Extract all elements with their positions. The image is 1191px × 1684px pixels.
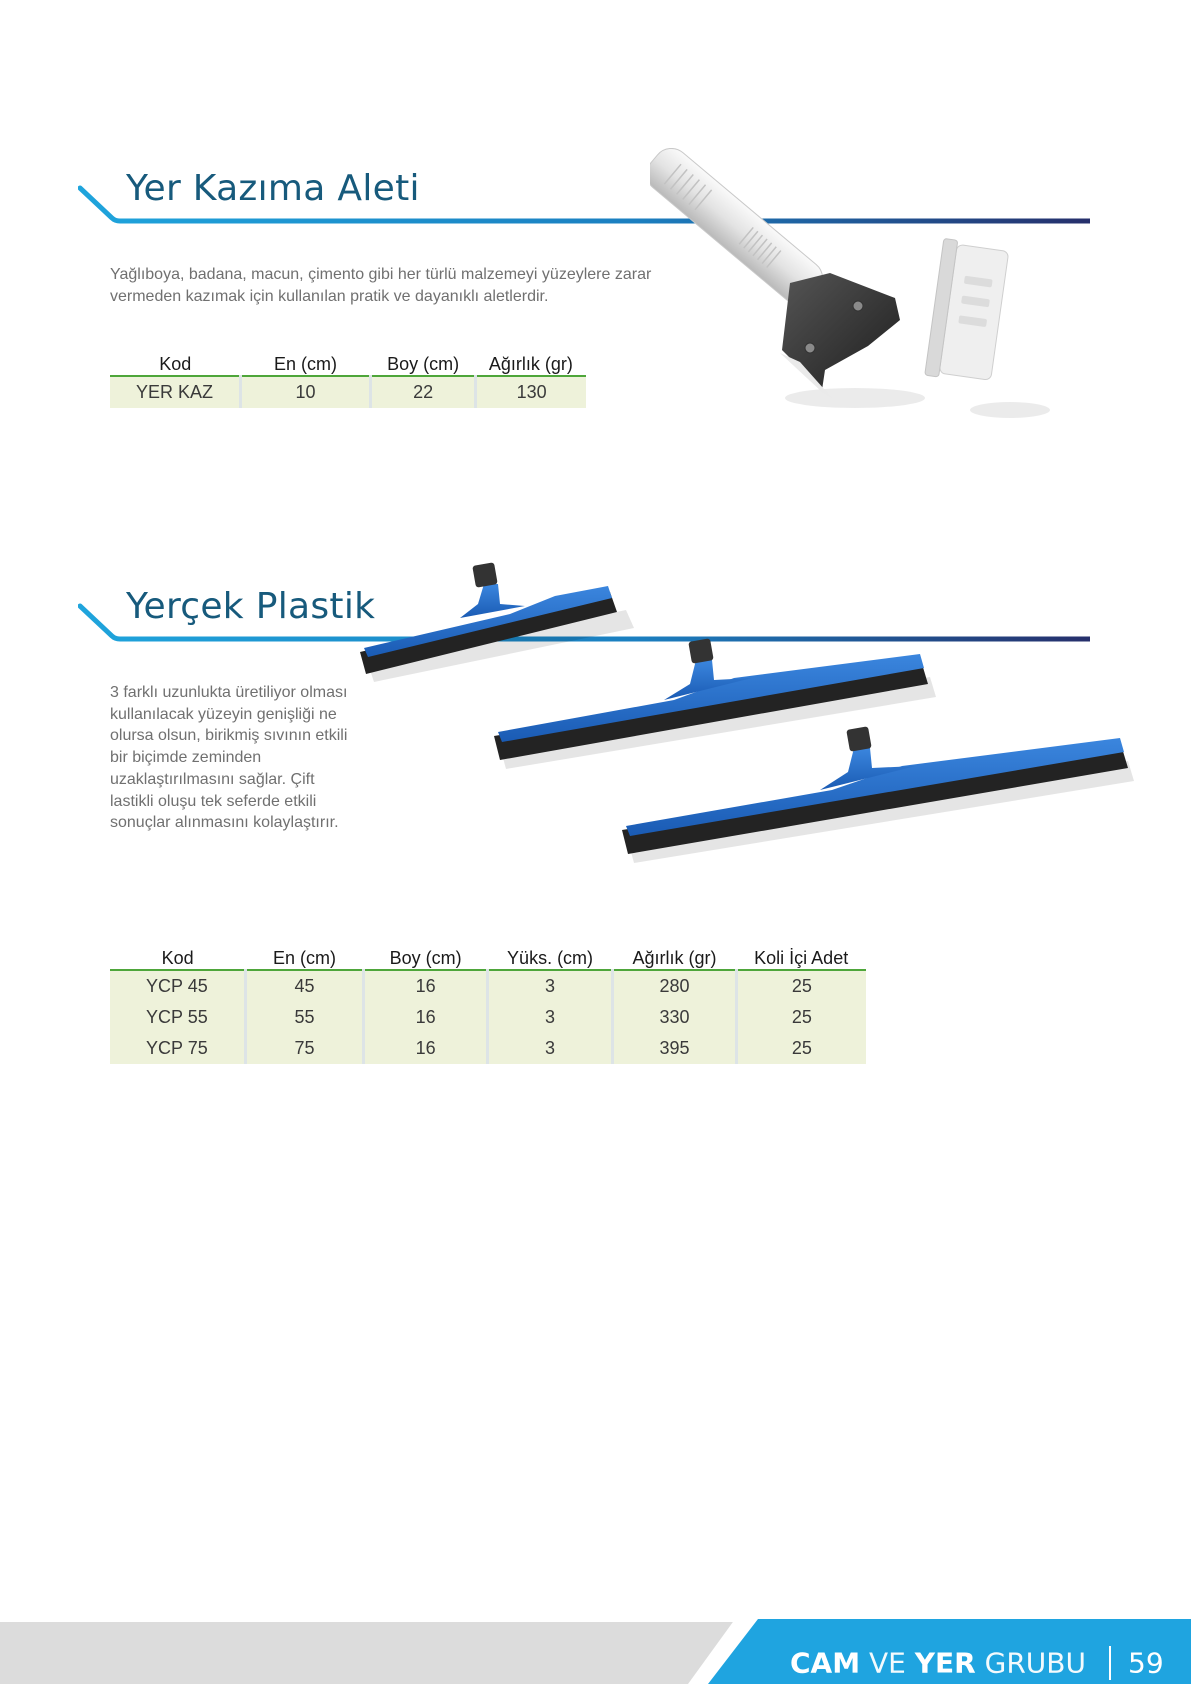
table-row — [110, 970, 866, 1002]
cell-en: 55 — [245, 1002, 363, 1033]
cell-en: 45 — [245, 970, 363, 1002]
section-title-yercek-plastik: Yerçek Plastik — [126, 586, 376, 627]
header-kod: Kod — [110, 939, 245, 970]
cell-agirlik: 280 — [613, 970, 737, 1002]
squeegee-small — [360, 562, 634, 682]
page-number: 59 — [1128, 1646, 1164, 1680]
header-en: En (cm) — [245, 939, 363, 970]
table-row — [110, 1002, 866, 1033]
header-boy: Boy (cm) — [364, 939, 488, 970]
cell-en: 75 — [245, 1033, 363, 1064]
header-boy: Boy (cm) — [370, 345, 475, 376]
cell-yukseklik: 3 — [488, 1002, 613, 1033]
table-header-row — [110, 939, 866, 970]
footer-section-label — [790, 1647, 1086, 1680]
table-row — [110, 1033, 866, 1064]
cell-agirlik: 330 — [613, 1002, 737, 1033]
squeegees-image — [360, 556, 1170, 896]
cell-kod: YCP 45 — [110, 970, 245, 1002]
cell-koli-ici-adet: 25 — [736, 1002, 866, 1033]
section-description-yercek-plastik: 3 farklı uzunlukta üretiliyor olması kullanılacak yüzeyin genişliği ne olursa olsun, birikmiş sıvının etkili bir biçimde zeminden uzaklaştırılmasını sağlar. Çift lastikli oluşu tek seferde etkili sonuçlar alınmasını kolaylaştırır. — [110, 684, 348, 832]
header-yukseklik: Yüks. (cm) — [488, 939, 613, 970]
header-en: En (cm) — [241, 345, 371, 376]
footer-separator — [1109, 1646, 1111, 1680]
section-title-yer-kazima: Yer Kazıma Aleti — [126, 168, 420, 209]
cell-boy: 22 — [370, 376, 475, 408]
spec-table-yer-kazima — [110, 345, 586, 408]
cell-boy: 16 — [364, 1002, 488, 1033]
table-row — [110, 376, 586, 408]
cell-kod: YCP 75 — [110, 1033, 245, 1064]
cell-koli-ici-adet: 25 — [736, 1033, 866, 1064]
cell-boy: 16 — [364, 970, 488, 1002]
cell-yukseklik: 3 — [488, 1033, 613, 1064]
cell-agirlik: 130 — [476, 376, 586, 408]
header-agirlik: Ağırlık (gr) — [613, 939, 737, 970]
footer-word-yer: YER — [914, 1646, 976, 1680]
floor-scraper-image — [650, 148, 1070, 438]
cell-boy: 16 — [364, 1033, 488, 1064]
cell-en: 10 — [241, 376, 371, 408]
footer-word-grubu: GRUBU — [984, 1646, 1086, 1680]
footer-word-cam: CAM — [790, 1646, 861, 1680]
header-kod: Kod — [110, 345, 241, 376]
spec-table-yercek-plastik — [110, 939, 866, 1064]
section-description-yer-kazima: Yağlıboya, badana, macun, çimento gibi her türlü malzemeyi yüzeylere zarar vermeden kazımak için kullanılan pratik ve dayanıklı aletlerdir. — [110, 266, 652, 305]
cell-kod: YER KAZ — [110, 376, 241, 408]
cell-kod: YCP 55 — [110, 1002, 245, 1033]
cell-yukseklik: 3 — [488, 970, 613, 1002]
table-header-row — [110, 345, 586, 376]
squeegee-large — [622, 726, 1134, 863]
cell-agirlik: 395 — [613, 1033, 737, 1064]
header-koli-ici-adet: Koli İçi Adet — [736, 939, 866, 970]
header-agirlik: Ağırlık (gr) — [476, 345, 586, 376]
footer-word-ve: VE — [869, 1646, 906, 1680]
cell-koli-ici-adet: 25 — [736, 970, 866, 1002]
